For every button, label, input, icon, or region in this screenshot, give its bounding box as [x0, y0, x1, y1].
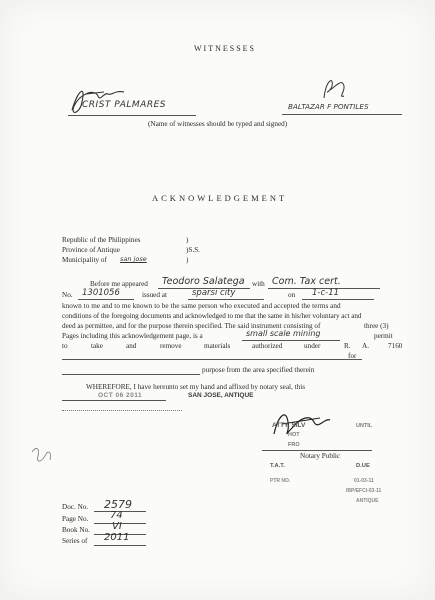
venue-municipality-value: san jose — [120, 255, 147, 263]
witness-line-1 — [68, 115, 196, 116]
body-page-count: three (3) — [364, 322, 389, 330]
docket-doc-value: 2579 — [104, 498, 132, 511]
venue-municipality-label: Municipality of — [62, 256, 107, 264]
underline-date — [302, 299, 374, 300]
body-for: for — [348, 352, 357, 360]
body-appearer-name: Teodoro Salatega — [162, 276, 245, 287]
body-ra-a: A. — [362, 342, 369, 350]
witnesses-caption: (Name of witnesses should be typed and signed) — [148, 120, 288, 128]
body-issued-date: 1-c-11 — [312, 288, 340, 298]
underline-no — [78, 299, 134, 300]
notary-ibp: IBP/EFCI-03-11 — [346, 488, 382, 494]
body-with: with — [252, 280, 265, 288]
body-line-5: deed as permittee, and for the purpose therein specified. The said instrument consisting of — [62, 322, 321, 330]
docket-page-label: Page No. — [62, 515, 89, 523]
witness-name-2: BALTAZAR F PONTILES — [288, 102, 369, 111]
venue-bracket-1: ) — [186, 236, 189, 244]
docket-book-value: VI — [112, 521, 122, 532]
body-line-6a: Pages including this acknowledgement page, is a — [62, 332, 203, 340]
wherefore-stamp-place: SAN JOSE, ANTIQUE — [188, 392, 254, 399]
wherefore-text: WHEREFORE, I have hereunto set my hand and affixed by notary seal, this — [86, 383, 306, 391]
body-line-7-w4: remove — [160, 342, 182, 350]
acknowledgement-heading: ACKNOWLEDGEMENT — [152, 193, 288, 203]
notary-name-partial: ATTY. SILV — [272, 422, 306, 429]
venue-bracket-2: )S.S. — [186, 246, 200, 254]
body-permit: permit — [374, 332, 393, 340]
notary-ptr-no: PTR NO. — [270, 478, 291, 484]
notary-title: Notary Public — [300, 452, 341, 460]
notary-line — [262, 450, 372, 451]
notary-comm: ANTIQUE — [356, 498, 379, 504]
notary-until: UNTIL — [356, 423, 373, 429]
body-line-4: conditions of the foregoing documents and acknowledged to me that the same in his/her voluntary act and — [62, 312, 362, 320]
notary-tat-suffix: D.UE — [356, 463, 370, 469]
body-line-3: known to me and to me known to be the same person who executed and accepted the terms and — [62, 302, 341, 310]
witnesses-heading: WITNESSES — [194, 44, 256, 53]
underline-place — [188, 299, 264, 300]
docket-book-label: Book No. — [62, 526, 90, 534]
body-permit-type: small scale mining — [246, 329, 321, 338]
body-issued-at: issued at — [142, 291, 167, 299]
body-line-7-w7: under — [304, 342, 321, 350]
underline-purpose — [62, 374, 200, 375]
body-no-label: No. — [62, 291, 73, 299]
docket-doc-label: Doc. No. — [62, 503, 89, 511]
docket-page-value: 74 — [110, 510, 123, 521]
body-line-7-w3: and — [126, 342, 137, 350]
notary-fragment-fro: FRO — [288, 442, 300, 448]
witness-line-2 — [282, 114, 402, 115]
wherefore-dotted — [62, 410, 182, 411]
docket-series-value: 2011 — [104, 532, 130, 543]
body-line-7-w5: materials — [204, 342, 231, 350]
body-before-me: Before me appeared — [90, 280, 148, 288]
body-ra-r: R. — [344, 342, 351, 350]
body-line-8: purpose from the area specified therein — [202, 366, 315, 374]
margin-scribble — [28, 442, 58, 477]
notary-roll: 01-03-11 — [354, 478, 374, 484]
body-on: on — [288, 291, 296, 299]
underline-for-blank — [62, 359, 362, 360]
wherefore-stamp-date: OCT 06 2011 — [98, 392, 143, 399]
underline-permit-type — [242, 340, 340, 341]
underline-series — [94, 545, 146, 546]
notary-tat: T.A.T. — [270, 463, 285, 469]
body-tax-cert: Com. Tax cert. — [272, 276, 341, 287]
notary-fragment-hot: HOT — [288, 432, 300, 438]
body-ra-number: 7160 — [388, 342, 403, 350]
body-no-value: 1301056 — [82, 288, 120, 298]
venue-province: Province of Antique — [62, 246, 120, 254]
docket-series-label: Series of — [62, 537, 88, 545]
witness-name-1: CRIST PALMARES — [82, 100, 166, 110]
body-line-7-w2: take — [91, 342, 103, 350]
body-line-7-w1: to — [62, 342, 68, 350]
underline-wherefore — [62, 400, 166, 401]
venue-bracket-3: ) — [186, 256, 189, 264]
body-line-7-w6: authorized — [252, 342, 283, 350]
body-issued-place: sparsi city — [192, 288, 236, 298]
venue-country: Republic of the Philippines — [62, 236, 141, 244]
